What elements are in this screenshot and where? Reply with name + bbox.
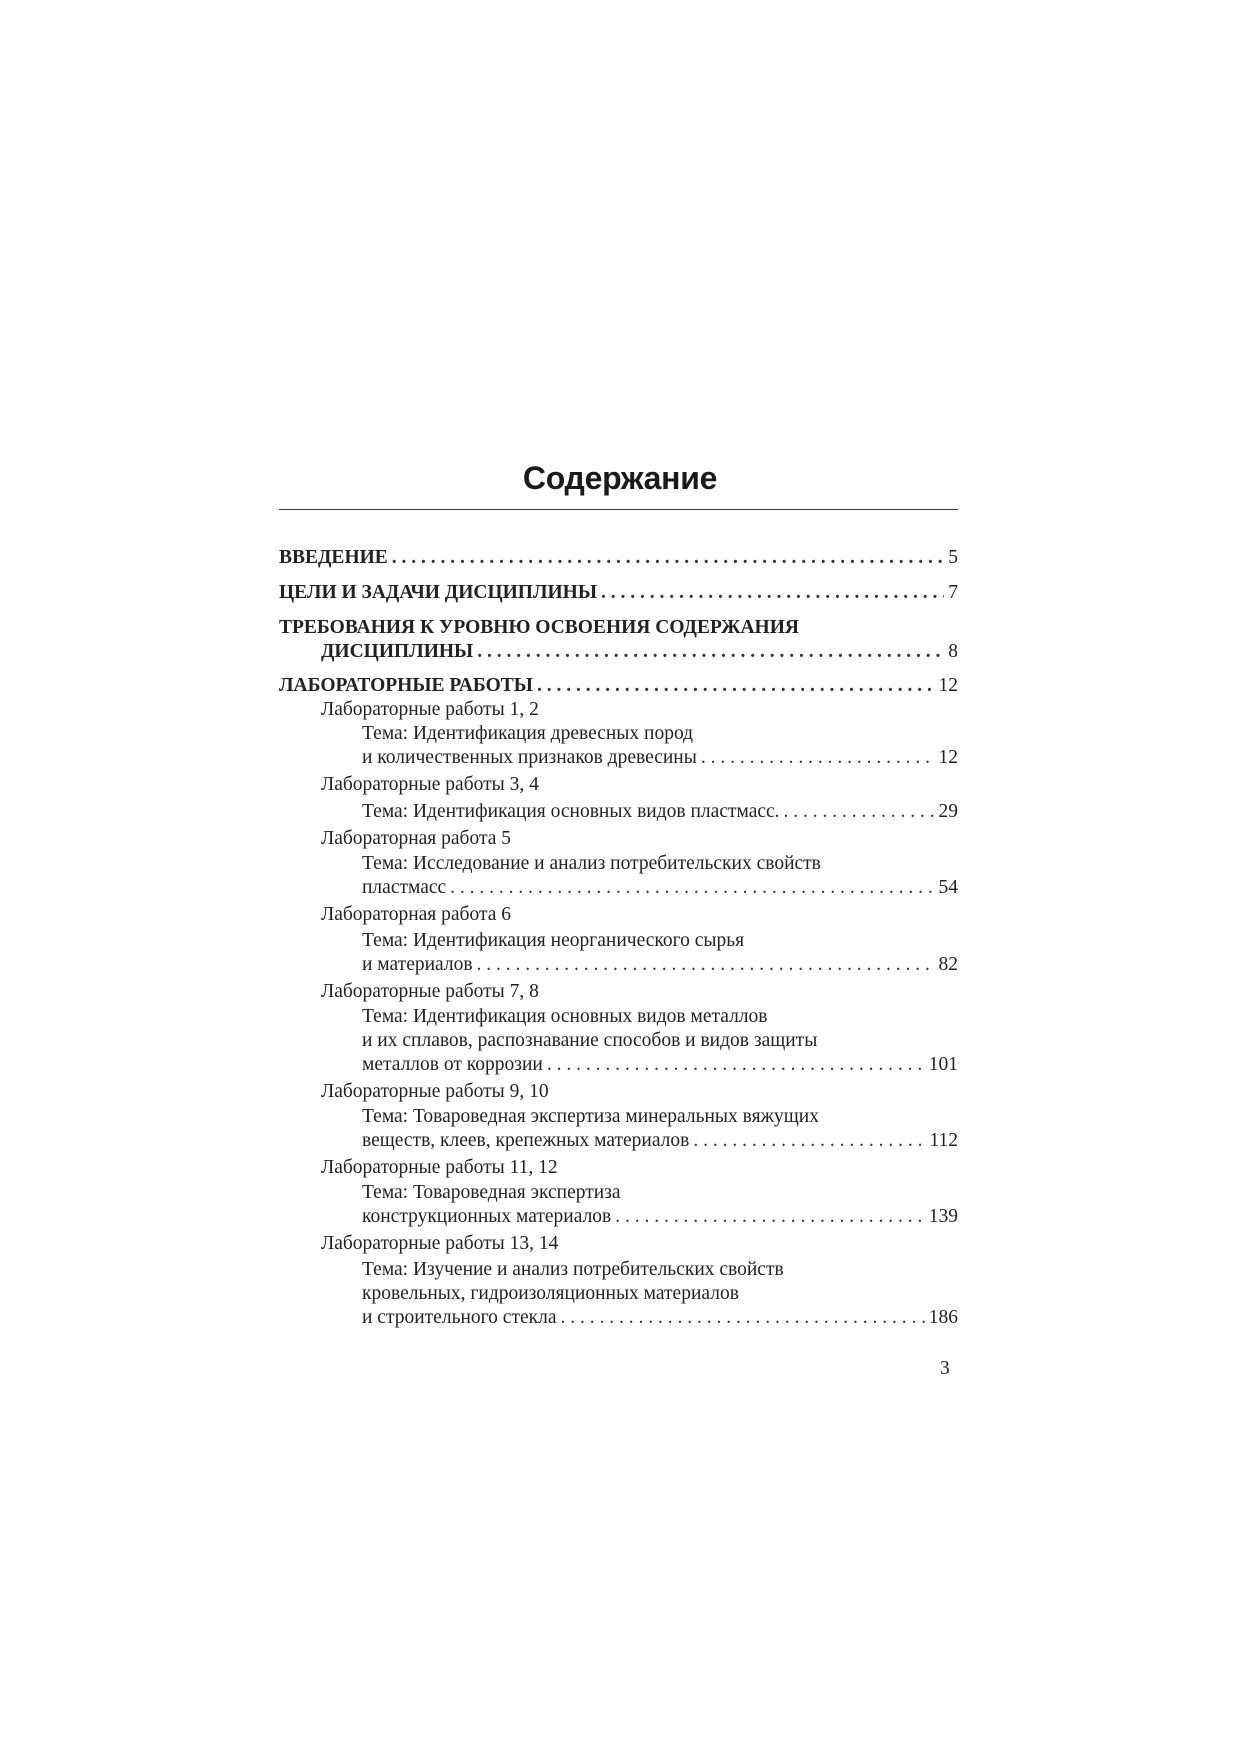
toc-lab5-topic-line1[interactable] [362,1005,958,1029]
toc-page-number: 8 [948,641,958,662]
toc-lab2-heading[interactable] [321,773,958,797]
title-rule [279,509,958,510]
toc-lab-heading-text: Лабораторные работы 3, 4 [321,774,539,795]
toc-lab-heading-text: Лабораторная работа 6 [321,904,512,925]
toc-lab6-topic-line1[interactable] [362,1105,958,1129]
toc-topic-text: Тема: Идентификация основных видов пластмасс. [362,801,780,822]
toc-page-number: 12 [938,747,958,768]
toc-topic-text: Тема: Товароведная экспертиза минеральных вяжущих [362,1106,819,1127]
toc-lab1-topic-line1[interactable] [362,722,958,746]
toc-entry-goals[interactable] [279,581,958,605]
toc-lab-heading-text: Лабораторные работы 13, 14 [321,1233,559,1254]
toc-page-number: 82 [938,954,958,975]
toc-entry-title: ДИСЦИПЛИНЫ [321,641,474,662]
toc-topic-text: Тема: Исследование и анализ потребительских свойств [362,853,821,874]
toc-lab-heading-text: Лабораторные работы 1, 2 [321,699,539,720]
toc-topic-text: Тема: Идентификация древесных пород [362,723,694,744]
toc-page-number: 12 [938,675,958,696]
toc-topic-text: Тема: Изучение и анализ потребительских свойств [362,1259,784,1280]
toc-entry-labs[interactable] [279,674,958,698]
toc-page-number: 29 [938,801,958,822]
toc-topic-text: и строительного стекла [362,1307,557,1328]
toc-topic-text: пластмасс [362,877,447,898]
leader-dots [450,876,934,900]
toc-lab5-topic-line2[interactable] [362,1029,958,1053]
toc-topic-text: и их сплавов, распознавание способов и видов защиты [362,1030,818,1051]
page-number: 3 [940,1358,950,1379]
leader-dots [477,640,944,664]
toc-page-number: 54 [938,877,958,898]
toc-topic-text: Тема: Идентификация неорганического сырья [362,930,745,951]
toc-lab8-topic-line1[interactable] [362,1258,958,1282]
toc-lab3-heading[interactable] [321,827,958,851]
leader-dots [392,546,944,570]
toc-page-number: 139 [928,1206,958,1227]
toc-topic-text: металлов от коррозии [362,1054,543,1075]
leader-dots [784,800,935,824]
toc-entry-requirements-line2[interactable] [321,640,958,664]
toc-lab8-heading[interactable] [321,1232,958,1256]
toc-lab5-heading[interactable] [321,980,958,1004]
toc-lab-heading-text: Лабораторная работа 5 [321,828,512,849]
toc-lab-heading-text: Лабораторные работы 9, 10 [321,1081,549,1102]
leader-dots [693,1129,925,1153]
toc-lab2-topic-line1[interactable] [362,800,958,824]
toc-topic-text: Тема: Товароведная экспертиза [362,1182,621,1203]
toc-topic-text: и материалов [362,954,473,975]
leader-dots [615,1205,924,1229]
toc-lab6-heading[interactable] [321,1080,958,1104]
leader-dots [560,1306,924,1330]
toc-topic-text: веществ, клеев, крепежных материалов [362,1130,690,1151]
leader-dots [701,746,935,770]
toc-topic-text: конструкционных материалов [362,1206,612,1227]
toc-entry-title: ВВЕДЕНИЕ [279,547,388,568]
toc-page-number: 101 [928,1054,958,1075]
toc-lab7-topic-line1[interactable] [362,1181,958,1205]
toc-topic-text: Тема: Идентификация основных видов металлов [362,1006,768,1027]
toc-lab4-topic-line1[interactable] [362,929,958,953]
leader-dots [601,581,944,605]
toc-page-number: 5 [948,547,958,568]
toc-lab8-topic-line2[interactable] [362,1282,958,1306]
toc-lab7-topic-line2[interactable] [362,1205,958,1229]
toc-lab5-topic-line3[interactable] [362,1053,958,1077]
toc-topic-text: и количественных признаков древесины [362,747,697,768]
toc-lab-heading-text: Лабораторные работы 11, 12 [321,1157,558,1178]
leader-dots [477,953,935,977]
toc-lab1-heading[interactable] [321,698,958,722]
toc-page-number: 186 [928,1307,958,1328]
toc-lab3-topic-line2[interactable] [362,876,958,900]
toc-page-number: 112 [929,1130,958,1151]
toc-entry-requirements-line1[interactable] [279,616,958,640]
toc-lab6-topic-line2[interactable] [362,1129,958,1153]
toc-lab4-topic-line2[interactable] [362,953,958,977]
toc-entry-title: ЛАБОРАТОРНЫЕ РАБОТЫ [279,675,533,696]
toc-entry-title: ТРЕБОВАНИЯ К УРОВНЮ ОСВОЕНИЯ СОДЕРЖАНИЯ [279,617,799,638]
toc-topic-text: кровельных, гидроизоляционных материалов [362,1283,739,1304]
leader-dots [547,1053,925,1077]
page-title: Содержание [522,460,718,496]
toc-lab3-topic-line1[interactable] [362,852,958,876]
toc-entry-title: ЦЕЛИ И ЗАДАЧИ ДИСЦИПЛИНЫ [279,582,597,603]
toc-lab-heading-text: Лабораторные работы 7, 8 [321,981,539,1002]
leader-dots [537,674,935,698]
toc-lab8-topic-line3[interactable] [362,1306,958,1330]
toc-entry-intro[interactable] [279,546,958,570]
toc-page-number: 7 [948,582,958,603]
toc-lab1-topic-line2[interactable] [362,746,958,770]
toc-lab4-heading[interactable] [321,903,958,927]
toc-lab7-heading[interactable] [321,1156,958,1180]
